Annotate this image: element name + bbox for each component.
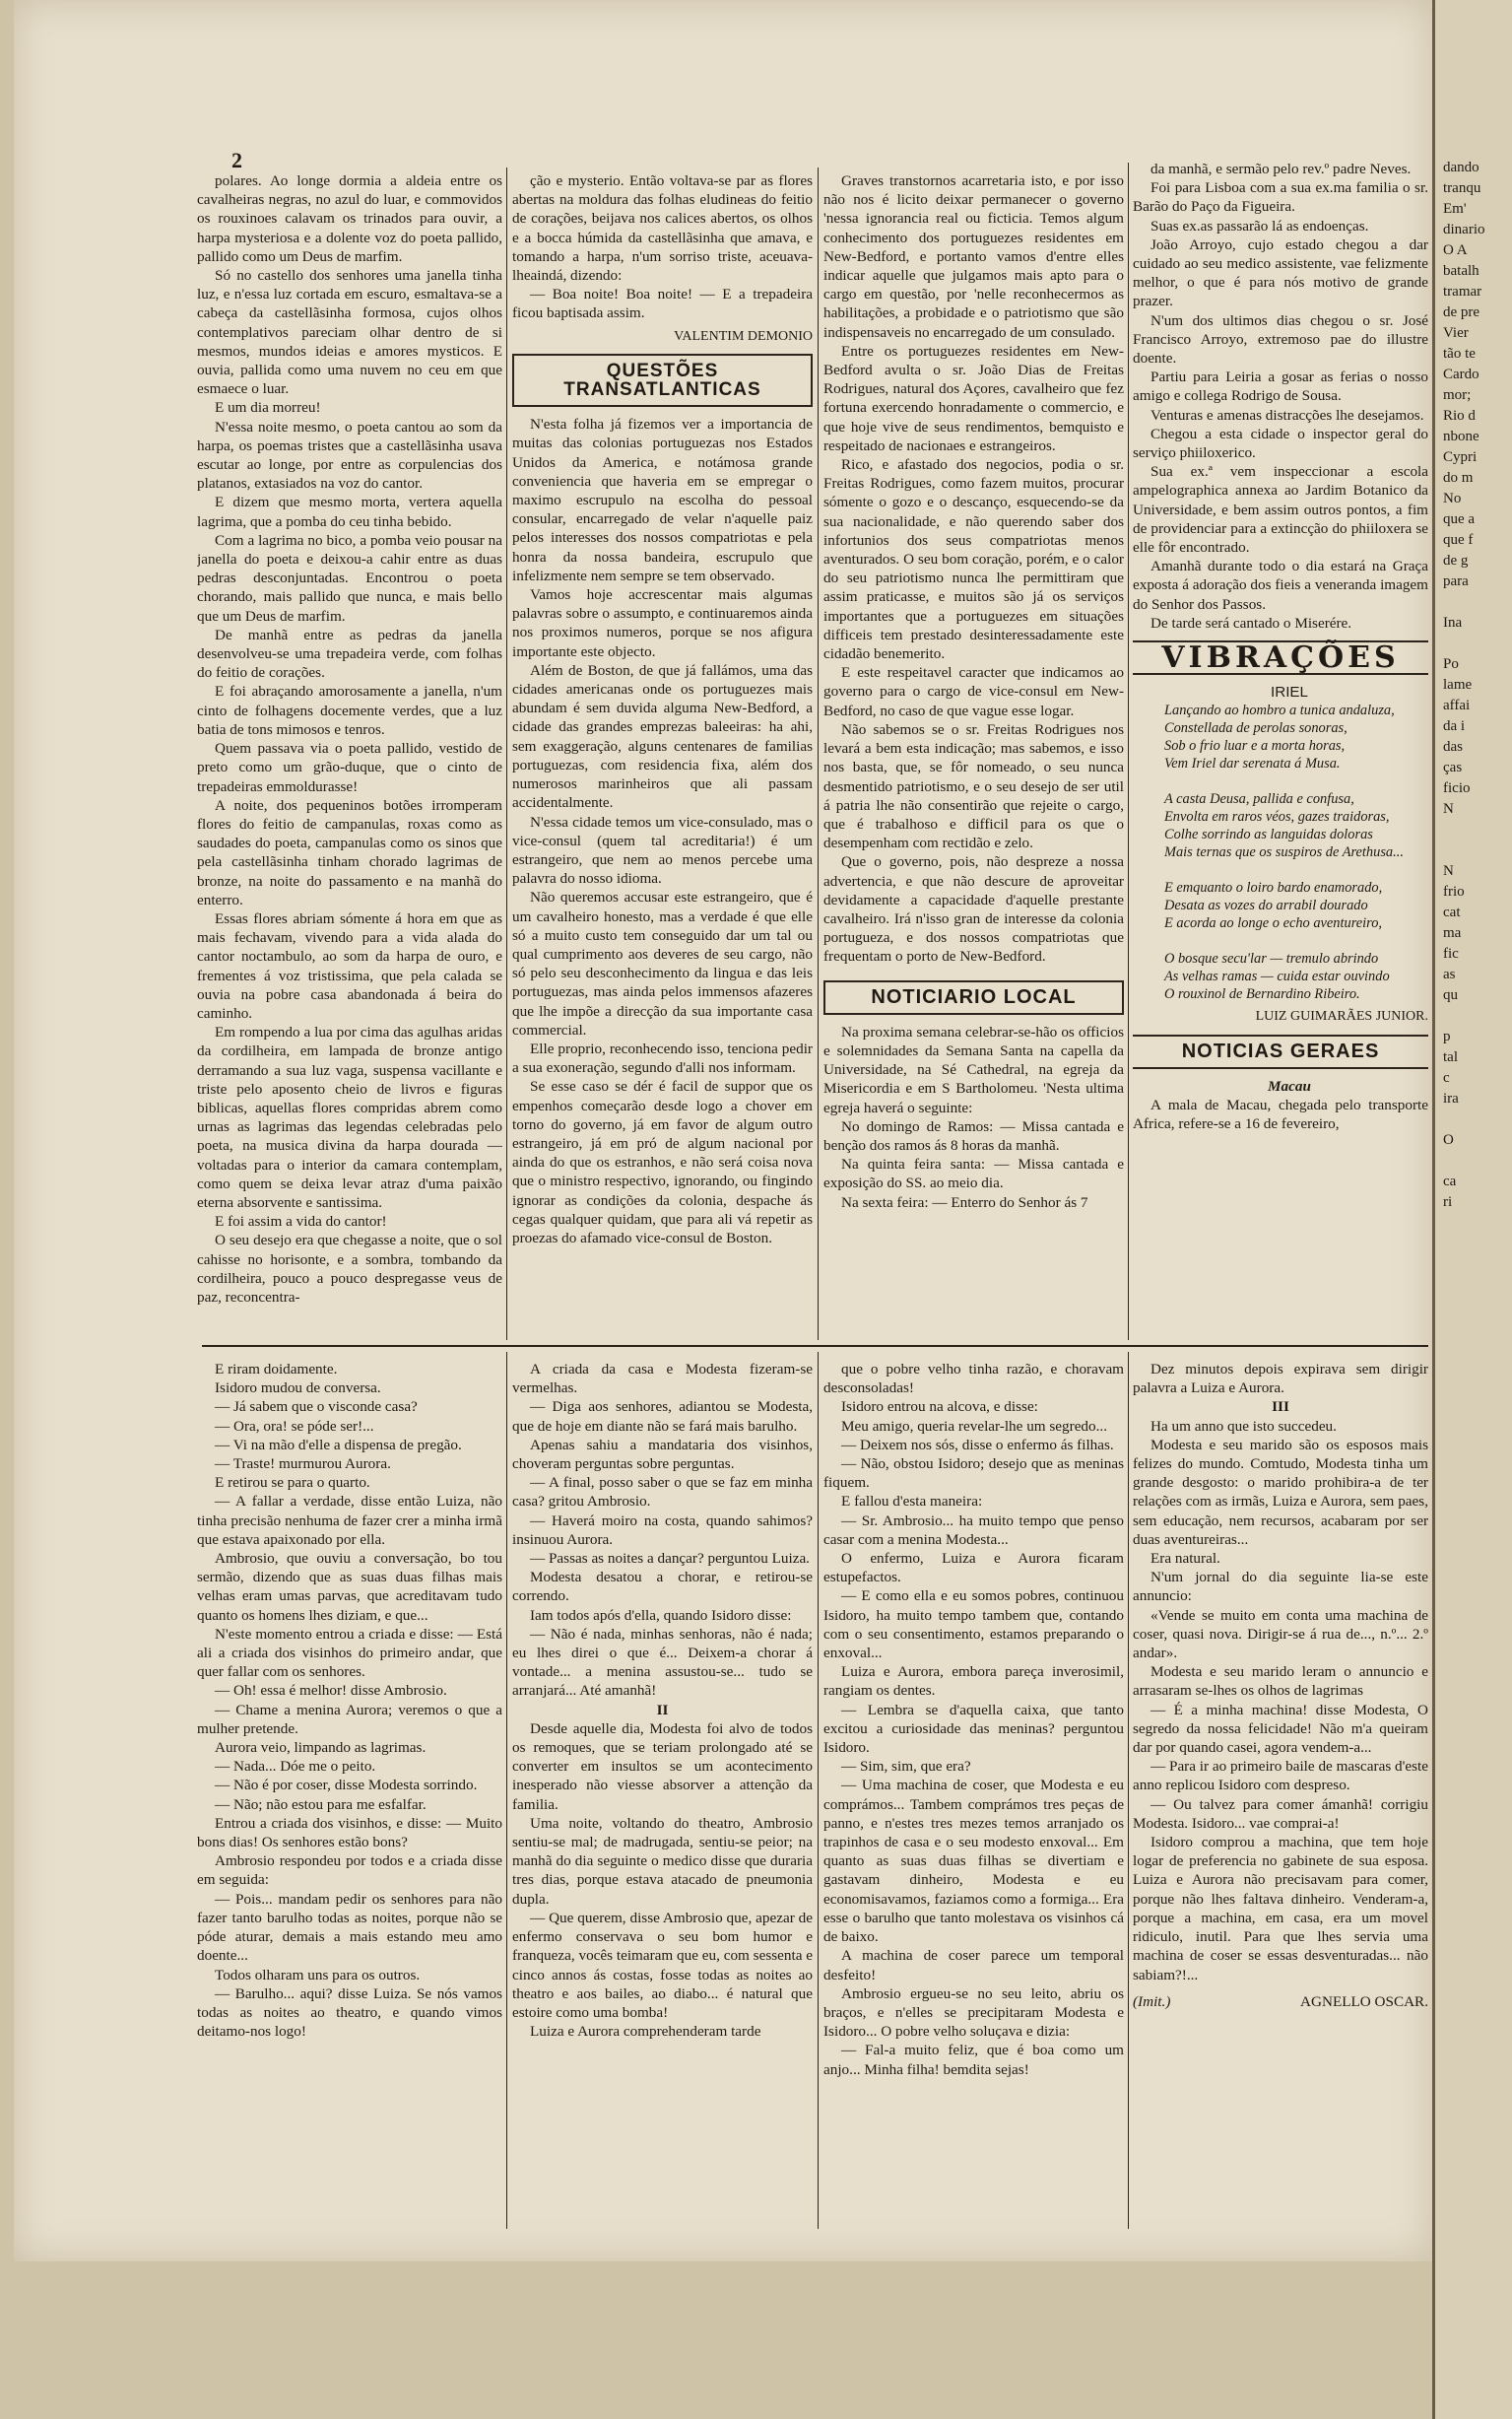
strip-text-fragment: Cardo bbox=[1443, 367, 1479, 382]
folhetim-paragraph: II bbox=[656, 1701, 669, 1718]
folhetim-paragraph: — Vi na mão d'elle a dispensa de pregão. bbox=[215, 1436, 462, 1453]
strip-text-fragment: Po bbox=[1443, 656, 1459, 672]
strip-text-fragment: qu bbox=[1443, 987, 1458, 1003]
folhetim-paragraph: — Não, obstou Isidoro; desejo que as meninas fiquem. bbox=[823, 1455, 1124, 1492]
poem-line bbox=[1133, 932, 1428, 950]
folhetim-paragraph: O enfermo, Luiza e Aurora ficaram estupefactos. bbox=[823, 1550, 1124, 1586]
article-column-3 bbox=[823, 171, 1124, 1334]
strip-text-fragment: da i bbox=[1443, 718, 1466, 734]
news-item: João Arroyo, cujo estado chegou a dar cuidado ao seu medico assistente, vae felizmente melhor, o que é para nós motivo de grande prazer. bbox=[1133, 235, 1428, 310]
folhetim-paragraph: A criada da casa e Modesta fizeram-se vermelhas. bbox=[512, 1361, 813, 1397]
folhetim-paragraph: Meu amigo, queria revelar-lhe um segredo... bbox=[841, 1417, 1108, 1435]
strip-text-fragment: ca bbox=[1443, 1174, 1457, 1189]
folhetim-paragraph: — Traste! murmurou Aurora. bbox=[215, 1455, 391, 1473]
poem-line: Desata as vozes do arrabil dourado bbox=[1164, 898, 1368, 914]
folhetim-column-4 bbox=[1133, 1360, 1428, 2227]
folhetim-paragraph: Luiza e Aurora, embora pareça inverosimil, rangiam os dentes. bbox=[823, 1663, 1124, 1700]
strip-text-fragment bbox=[1435, 820, 1512, 840]
strip-text-fragment: que a bbox=[1443, 511, 1476, 527]
strip-text-fragment: tal bbox=[1443, 1049, 1458, 1065]
folhetim-paragraph: Modesta e seu marido leram o annuncio e arrasaram se-lhes os olhos de lagrimas bbox=[1133, 1663, 1428, 1700]
paragraph: Além de Boston, de que já fallámos, uma das cidades americanas onde os portuguezes mais abundam é sem duvida alguma New-Bedford, a cidade das grandes emprezas baleeiras: ha ahi, sem exaggeração, alguns centenares de familias portuguezas, com residencia fixa, além dos numerosos marinheiros que ali passam accidentalmente. bbox=[512, 661, 813, 812]
paragraph: Na quinta feira santa: — Missa cantada e exposição do SS. ao meio dia. bbox=[823, 1156, 1124, 1192]
folhetim-column-3 bbox=[823, 1360, 1124, 2227]
folhetim-paragraph: — Sim, sim, que era? bbox=[841, 1758, 971, 1776]
strip-text-fragment: N bbox=[1443, 801, 1454, 817]
strip-text-fragment: Em' bbox=[1443, 201, 1467, 217]
paragraph: Na sexta feira: — Enterro do Senhor ás 7 bbox=[841, 1193, 1088, 1211]
strip-text-fragment: ira bbox=[1443, 1091, 1459, 1107]
folhetim-paragraph: — Lembra se d'aquella caixa, que tanto excitou a curiosidade das meninas? perguntou Isidoro. bbox=[823, 1701, 1124, 1757]
folhetim-paragraph: — Oh! essa é melhor! disse Ambrosio. bbox=[215, 1682, 447, 1700]
folhetim-paragraph: — Chame a menina Aurora; veremos o que a mulher pretende. bbox=[197, 1701, 502, 1737]
folhetim-paragraph: — É a minha machina! disse Modesta, O segredo da nossa felicidade! Não m'a queiram dar por quando casei, agora vendem-a... bbox=[1133, 1701, 1428, 1757]
column-rule bbox=[818, 168, 819, 1340]
paragraph: Que o governo, pois, não despreze a nossa advertencia, e que não descure de aproveitar devidamente a capacidade d'aquelle prestante cavalheiro. Irá n'isso gran de interesse da colonia portugueza, e dos nossos compatriotas que frequentam o porto de New-Bedford. bbox=[823, 853, 1124, 966]
news-subheading: Macau bbox=[1268, 1077, 1311, 1095]
folhetim-paragraph: — Já sabem que o visconde casa? bbox=[215, 1398, 418, 1416]
folhetim-paragraph: Iam todos após d'ella, quando Isidoro disse: bbox=[530, 1606, 792, 1624]
folhetim-paragraph: Aurora veio, limpando as lagrimas. bbox=[215, 1739, 427, 1757]
folhetim-paragraph: — Nada... Dóe me o peito. bbox=[215, 1758, 376, 1776]
paragraph: E foi assim a vida do cantor! bbox=[215, 1213, 387, 1231]
folhetim-paragraph: — Ou talvez para comer ámanhã! corrigiu Modesta. Isidoro... vae comprai-a! bbox=[1133, 1795, 1428, 1832]
strip-text-fragment: tramar bbox=[1443, 284, 1482, 300]
folhetim-paragraph: — Deixem nos sós, disse o enfermo ás filhas. bbox=[841, 1436, 1114, 1453]
strip-text-fragment: cat bbox=[1443, 905, 1461, 920]
paragraph: E um dia morreu! bbox=[215, 399, 321, 417]
poem-line: Lançando ao hombro a tunica andaluza, bbox=[1164, 703, 1395, 719]
strip-text-fragment bbox=[1435, 1151, 1512, 1172]
article-column-2 bbox=[512, 171, 813, 1334]
folhetim-paragraph: — Barulho... aqui? disse Luiza. Se nós vamos todas as noites ao theatro, e quando vimos deitamo-nos logo! bbox=[197, 1984, 502, 2041]
poem-line: Constellada de perolas sonoras, bbox=[1164, 720, 1348, 737]
folhetim-paragraph: Era natural. bbox=[1150, 1550, 1220, 1568]
folhetim-paragraph: — A final, posso saber o que se faz em minha casa? gritou Ambrosio. bbox=[512, 1474, 813, 1511]
paragraph: O seu desejo era que chegasse a noite, que o sol cahisse no horisonte, e a sombra, tombando da cordilheira, pouco a pouco despregasse veus de paz, reconcentra- bbox=[197, 1232, 502, 1306]
folhetim-paragraph: — Ora, ora! se póde ser!... bbox=[215, 1417, 374, 1435]
folhetim-paragraph: — Que querem, disse Ambrosio que, apezar de enfermo conservava o seu bom humor e franqueza, vocês teimaram que eu, com sessenta e cinco annos ás costas, fosse todas as noites ao theatro e aos bailes, ao diabo... é natural que estoire como uma bomba! bbox=[512, 1909, 813, 2021]
article-signature: VALENTIM DEMONIO bbox=[674, 328, 813, 344]
folhetim-paragraph: Dez minutos depois expirava sem dirigir palavra a Luiza e Aurora. bbox=[1133, 1361, 1428, 1397]
paragraph: E foi abraçando amorosamente a janella, n'um cinto de folhagens docemente verdes, que a luz batia de tons mimosos e tenros. bbox=[197, 683, 502, 738]
paragraph: Rico, e afastado dos negocios, podia o sr. Freitas Rodrigues, como fazem muitos, procurar sómente o gozo e o descanço, esquecendo-se da sua nacionalidade, e não querendo saber dos infortunios dos seus compatriotas menos aventurados. O seu bom coração, porém, e o calor do seu patriotismo nunca lhe permittiram que assim praticasse, e muitos são já os serviços importantes que a portuguezes em situações difficeis tem prestado desinteressadamente este cidadão benemerito. bbox=[823, 456, 1124, 663]
paragraph: Entre os portuguezes residentes em New-Bedford avulta o sr. João Dias de Freitas Rodrigues, natural dos Açores, cavalheiro que fez fortuna exercendo honradamente o commercio, e que hoje vive de seus rendimentos, bemquisto e respeitado de nacionaes e estrangeiros. bbox=[823, 342, 1124, 454]
column-rule bbox=[506, 1352, 507, 2229]
folhetim-paragraph: Ambrosio, que ouviu a conversação, bo tou sermão, dizendo que as suas duas filhas mais velhas eram umas parvas, que acreditavam tudo quanto os homens lhes diziam, e que... bbox=[197, 1550, 502, 1624]
paragraph: Só no castello dos senhores uma janella tinha luz, e n'essa luz cortada em escuro, esmaltava-se a cabeça da castellãsinha formosa, cujos olhos contemplativos pareciam olhar dentro de si mesmos, mundos ideias e amores mysticos. E ouvia, pallida como uma nuvem no ceu em que esmaece o luar. bbox=[197, 267, 502, 398]
paragraph: De manhã entre as pedras da janella desenvolveu-se uma trepadeira verde, com folhas do feitio de corações. bbox=[197, 626, 502, 682]
folhetim-paragraph: Isidoro comprou a machina, que tem hoje logar de preferencia no gabinete de sua esposa. Luiza e Aurora não precisavam para comer, porque não lhes faltava dinheiro. Venderam-a, porque a machina, em casa, era um movel ridiculo, inutil. Para que lhes servia uma machina de coser se essas desventuradas... não sabiam?!... bbox=[1133, 1834, 1428, 1983]
strip-text-fragment: que f bbox=[1443, 532, 1474, 548]
folhetim-paragraph: — Haverá moiro na costa, quando sahimos? insinuou Aurora. bbox=[512, 1512, 813, 1548]
strip-text-fragment: c bbox=[1443, 1070, 1450, 1086]
section-heading-vibracoes: VIBRAÇÕES bbox=[1133, 640, 1428, 675]
strip-text-fragment: nbone bbox=[1443, 429, 1479, 444]
folhetim-imit: (Imit.) bbox=[1133, 1992, 1171, 2010]
paragraph: Se esse caso se dér é facil de suppor que os empenhos começarão desde logo a chover em torno do governo, já em favor de algum outro estrangeiro, já em pró de algum nacional por ainda do que os estranhos, e não será coisa nova que o ministro respectivo, ignorando, ou fingindo ignorar as condições da colonia, despache ás cegas qualquer quidam, que para ali vá repetir as proezas do afamado vice-consul de Boston. bbox=[512, 1078, 813, 1246]
folhetim-paragraph: «Vende se muito em conta uma machina de coser, quasi nova. Dirigir-se á rua de..., n.º... 2.º andar». bbox=[1133, 1606, 1428, 1662]
strip-text-fragment: Cypri bbox=[1443, 449, 1478, 465]
poem-signature: LUIZ GUIMARÃES JUNIOR. bbox=[1255, 1009, 1428, 1025]
strip-text-fragment: mor; bbox=[1443, 387, 1472, 403]
news-item: Venturas e amenas distracções lhe desejamos. bbox=[1150, 406, 1424, 424]
strip-text-fragment: dinario bbox=[1443, 222, 1485, 237]
news-item: da manhã, e sermão pelo rev.º padre Neves. bbox=[1150, 161, 1412, 177]
strip-text-fragment: ficio bbox=[1443, 780, 1471, 796]
folhetim-paragraph: Desde aquelle dia, Modesta foi alvo de todos os remoques, que se teriam prolongado até se converter em insultos se um acontecimento inesperado não viesse absorver a attenção da familia. bbox=[512, 1719, 813, 1813]
paragraph: Quem passava via o poeta pallido, vestido de preto como um grão-duque, que o cinto de trepadeiras emmoldurasse! bbox=[197, 740, 502, 795]
folhetim-paragraph: — Sr. Ambrosio... ha muito tempo que penso casar com a menina Modesta... bbox=[823, 1512, 1124, 1548]
strip-text-fragment bbox=[1435, 1109, 1512, 1130]
strip-text-fragment: Ina bbox=[1443, 615, 1463, 631]
news-item: De tarde será cantado o Miserére. bbox=[1150, 614, 1352, 632]
paragraph: polares. Ao longe dormia a aldeia entre os cavalheiras negras, no azul do luar, e commovidos os rouxinoes calavam os trinados para ouvir, a harpa mysteriosa e a dolente voz do poeta pallido, pallido como um Deus de marfim. bbox=[197, 172, 502, 265]
paragraph: No domingo de Ramos: — Missa cantada e benção dos ramos ás 8 horas da manhã. bbox=[823, 1117, 1124, 1154]
paragraph: E dizem que mesmo morta, vertera aquella lagrima, que a pomba do ceu tinha bebido. bbox=[197, 494, 502, 530]
strip-text-fragment: affai bbox=[1443, 698, 1471, 713]
strip-text-fragment bbox=[1435, 592, 1512, 613]
folhetim-paragraph: — Uma machina de coser, que Modesta e eu comprámos... Tambem comprámos tres peças de panno, e n'estes tres mezes temos arranjado os trapinhos de casa e o seu modesto enxoval... Em quanto as suas duas filhas se divertiam e gastavam dinheiro, Modesta e eu economisavamos, faziamos como a formiga... Era esse o barulho que tanto molestava os visinhos cá de baixo. bbox=[823, 1777, 1124, 1946]
strip-text-fragment bbox=[1435, 840, 1512, 861]
folhetim-paragraph: N'um jornal do dia seguinte lia-se este annuncio: bbox=[1133, 1569, 1428, 1605]
folhetim-paragraph: — Não é nada, minhas senhoras, não é nada; eu lhes direi o que é... Deixem-a chorar á vontade... a menina assustou-se... tudo se arranjará... Até amanhã! bbox=[512, 1625, 813, 1700]
column-rule bbox=[506, 168, 507, 1340]
paragraph: N'essa cidade temos um vice-consulado, mas o vice-consul (quem tal acreditaria!) é um estrangeiro, que nem ao menos percebe uma palavra do nosso idioma. bbox=[512, 813, 813, 888]
news-text: A mala de Macau, chegada pelo transporte Africa, refere-se a 16 de fevereiro, bbox=[1133, 1097, 1428, 1133]
poem-line: Envolta em raros véos, gazes traidoras, bbox=[1164, 809, 1390, 826]
folhetim-paragraph: Todos olharam uns para os outros. bbox=[215, 1966, 421, 1983]
paragraph: Na proxima semana celebrar-se-hão os officios e solemnidades da Semana Santa na capella da Universidade, na Sé Cathedral, na egreja da Misericordia e em S Bartholomeu. 'Nesta ultima egreja haverá o seguinte: bbox=[823, 1023, 1124, 1116]
folhetim-paragraph: — Não é por coser, disse Modesta sorrindo. bbox=[215, 1777, 478, 1794]
folhetim-paragraph: — Pois... mandam pedir os senhores para não fazer tanto barulho todas as noites, porque não se póde aturar, demais a mais estando meu amo doente... bbox=[197, 1890, 502, 1965]
section-heading-noticiario: NOTICIARIO LOCAL bbox=[823, 980, 1124, 1015]
section-heading-questoes: QUESTÕES TRANSATLANTICAS bbox=[512, 354, 813, 407]
folhetim-paragraph: III bbox=[1272, 1398, 1289, 1416]
paragraph: Graves transtornos acarretaria isto, e por isso não nos é licito deixar permanecer o governo 'nessa ignorancia real ou ficticia. Temos algum conhecimento dos portuguezes residentes em New-Bedford, e portanto vamos d'entre elles indicar aquelle que julgamos mais apto para o cargo em questão, por 'nelle reconhecermos as habilitações, a probidade e o patriotismo que são indispensaveis no encarregado de um consulado. bbox=[823, 172, 1124, 341]
poem-line: As velhas ramas — cuida estar ouvindo bbox=[1164, 969, 1390, 985]
paragraph: Com a lagrima no bico, a pomba veio pousar na janella do poeta e deixou-a cahir entre as duas pedras desconjuntadas. Encontrou o poeta chorando, mais pallido que nunca, e mais bello que um Deus de marfim. bbox=[197, 531, 502, 625]
folhetim-paragraph: Uma noite, voltando do theatro, Ambrosio sentiu-se mal; de madrugada, sentiu-se peior; na manhã do dia seguinte o medico disse que duraria tres dias, porque estava atacado de pneumonia dupla. bbox=[512, 1814, 813, 1908]
poem-line: Colhe sorrindo as languidas doloras bbox=[1164, 827, 1373, 843]
folhetim-paragraph: A machina de coser parece um temporal desfeito! bbox=[823, 1947, 1124, 1983]
strip-text-fragment: das bbox=[1443, 739, 1463, 755]
poem-line: O rouxinol de Bernardino Ribeiro. bbox=[1164, 986, 1360, 1003]
strip-text-fragment: p bbox=[1443, 1029, 1451, 1044]
strip-text-fragment: ma bbox=[1443, 925, 1462, 941]
folhetim-paragraph: Modesta desatou a chorar, e retirou-se correndo. bbox=[512, 1569, 813, 1605]
strip-text-fragment: O bbox=[1443, 1132, 1454, 1148]
folhetim-paragraph: E fallou d'esta maneira: bbox=[841, 1493, 983, 1511]
folhetim-paragraph: — Diga aos senhores, adiantou se Modesta, que de hoje em diante não se fará mais barulho. bbox=[512, 1398, 813, 1435]
strip-text-fragment: para bbox=[1443, 573, 1469, 589]
strip-text-fragment: batalh bbox=[1443, 263, 1479, 279]
paragraph: Vamos hoje accrescentar mais algumas palavras sobre o assumpto, e continuaremos ainda nos proximos numeros, porque se nos afigura importante este objecto. bbox=[512, 586, 813, 660]
strip-text-fragment: de pre bbox=[1443, 304, 1480, 320]
adjacent-page-strip bbox=[1432, 0, 1512, 2419]
folhetim-paragraph: — Para ir ao primeiro baile de mascaras d'este anno replicou Isidoro com despreso. bbox=[1133, 1758, 1428, 1794]
paragraph: N'esta folha já fizemos ver a importancia de muitas das colonias portuguezas nos Estados Unidos da America, e notámosa grande conveniencia que haveria em se empregar o maximo escrupulo na escolha do pessoal consular, encarregado de velar n'aquelle paiz pelos interesses dos nossos compatriotas e pela honra da nossa bandeira, escrupulo que infelizmente nem sempre se tem observado. bbox=[512, 416, 813, 584]
folhetim-signature: AGNELLO OSCAR. bbox=[1300, 1992, 1428, 2010]
strip-text-fragment: No bbox=[1443, 491, 1462, 506]
folhetim-paragraph: E retirou se para o quarto. bbox=[215, 1474, 370, 1492]
folhetim-paragraph: N'este momento entrou a criada e disse: — Está ali a criada dos visinhos do primeiro andar, que quer fallar com os senhores. bbox=[197, 1625, 502, 1681]
poem-line: Mais ternas que os suspiros de Arethusa... bbox=[1164, 844, 1404, 861]
strip-text-fragment: do m bbox=[1443, 470, 1474, 486]
news-item: Amanhã durante todo o dia estará na Graça exposta á adoração dos fieis a veneranda imagem do Senhor dos Passos. bbox=[1133, 558, 1428, 613]
paragraph: Em rompendo a lua por cima das agulhas aridas da cordilheira, em lampada de bronze antigo derramando a sua luz vaga, suspensa vacillante e triste pelo aposento cheio de livros e figuras biblicas, aquellas flores compridas abrem como urnas as lagrimas das legendas celebradas pelo poeta, na musica divina da harpa dourada — voltadas para o interior da camara contemplam, como quem se deixa levar atraz d'uma paixão eterna absorvente e santissima. bbox=[197, 1024, 502, 1211]
paragraph: ção e mysterio. Então voltava-se par as flores abertas na moldura das folhas eludineas do feitio de corações, beijava nos calices abertos, os olhos e a bocca húmida da castellãsinha que amava, e tomando a harpa, n'um sorriso triste, aceuava-lheaindá, dizendo: bbox=[512, 172, 813, 285]
folhetim-paragraph: Entrou a criada dos visinhos, e disse: — Muito bons dias! Os senhores estão bons? bbox=[197, 1814, 502, 1851]
folhetim-paragraph: Apenas sahiu a mandataria dos visinhos, choveram perguntas sobre perguntas. bbox=[512, 1436, 813, 1473]
paragraph: E este respeitavel caracter que indicamos ao governo para o cargo de vice-consul em New-Bedford, no caso de que vague esse logar. bbox=[823, 664, 1124, 719]
folhetim-paragraph: — E como ella e eu somos pobres, continuou Isidoro, ha muito tempo tambem que, contando com o seu consentimento, estamos preparando o enxoval... bbox=[823, 1587, 1124, 1662]
strip-text-fragment: tão te bbox=[1443, 346, 1476, 362]
news-item: Suas ex.as passarão lá as endoenças. bbox=[1150, 217, 1369, 235]
strip-text-fragment: lame bbox=[1443, 677, 1473, 693]
strip-text-fragment: Vier bbox=[1443, 325, 1469, 341]
strip-text-fragment: Rio d bbox=[1443, 408, 1476, 424]
poem-line: Vem Iriel dar serenata á Musa. bbox=[1164, 756, 1341, 773]
folhetim-paragraph: — Não; não estou para me esfalfar. bbox=[215, 1795, 427, 1813]
strip-text-fragment: O A bbox=[1443, 242, 1468, 258]
folhetim-paragraph: — A fallar a verdade, disse então Luiza, não tinha precisão nenhuma de fazer crer a minha irmã que estava apaixonado por ella. bbox=[197, 1493, 502, 1548]
poem-line: E acorda ao longe o echo aventureiro, bbox=[1164, 915, 1383, 932]
strip-text-fragment: ri bbox=[1443, 1194, 1453, 1210]
poem-title: IRIEL bbox=[1271, 684, 1308, 702]
article-column-4 bbox=[1133, 160, 1428, 1337]
article-column-1 bbox=[197, 171, 502, 1334]
paragraph: — Boa noite! Boa noite! — E a trepadeira ficou baptisada assim. bbox=[512, 286, 813, 322]
folhetim-divider bbox=[202, 1345, 1428, 1347]
folhetim-paragraph: E riram doidamente. bbox=[215, 1361, 338, 1377]
folhetim-paragraph: Luiza e Aurora comprehenderam tarde bbox=[530, 2023, 761, 2041]
strip-text-fragment: fic bbox=[1443, 946, 1459, 962]
folhetim-paragraph: Ambrosio ergueu-se no seu leito, abriu os braços, e n'elles se precipitaram Modesta e Isidoro... O pobre velho soluçava e dizia: bbox=[823, 1984, 1124, 2041]
folhetim-paragraph: Isidoro entrou na alcova, e disse: bbox=[841, 1398, 1038, 1416]
folhetim-paragraph: que o pobre velho tinha razão, e choravam desconsoladas! bbox=[823, 1361, 1124, 1397]
poem-line bbox=[1133, 861, 1428, 879]
folhetim-paragraph: — Passas as noites a dançar? perguntou Luiza. bbox=[530, 1550, 810, 1568]
news-item: Chegou a esta cidade o inspector geral do serviço phiiloxerico. bbox=[1133, 425, 1428, 462]
paragraph: Não queremos accusar este estrangeiro, que é um cavalheiro honesto, mas a verdade é que elle só a muito custo tem conseguido dar um tal ou qual cumprimento aos deveres de seu cargo, não só pelo seu desconhecimento da lingua e das leis portuguezas, mas ainda pelos immensos afazeres que lhe impõe a direcção da sua importante casa commercial. bbox=[512, 889, 813, 1039]
folhetim-paragraph: Isidoro mudou de conversa. bbox=[215, 1379, 381, 1397]
strip-text-fragment bbox=[1435, 1006, 1512, 1027]
strip-text-fragment: N bbox=[1443, 863, 1454, 879]
column-rule bbox=[1128, 163, 1129, 1340]
column-rule bbox=[818, 1352, 819, 2229]
column-rule bbox=[1128, 1352, 1129, 2229]
strip-text-fragment: de g bbox=[1443, 553, 1469, 569]
poem-line: O bosque secu'lar — tremulo abrindo bbox=[1164, 951, 1379, 968]
page-number: 2 bbox=[231, 148, 242, 172]
folhetim-column-2 bbox=[512, 1360, 813, 2227]
strip-text-fragment: tranqu bbox=[1443, 180, 1481, 196]
poem-line: A casta Deusa, pallida e confusa, bbox=[1164, 791, 1354, 808]
folhetim-paragraph: Ambrosio respondeu por todos e a criada disse em seguida: bbox=[197, 1852, 502, 1889]
section-heading-noticias-geraes: NOTICIAS GERAES bbox=[1133, 1035, 1428, 1069]
folhetim-paragraph: Modesta e seu marido são os esposos mais felizes do mundo. Comtudo, Modesta tinha um grande desgosto: o marido prohibira-a de ter relações com as irmãs, Luiza e Aurora, sem paes, sem educação, nem recursos, acabaram por ser duas aventureiras... bbox=[1133, 1436, 1428, 1548]
strip-text-fragment: frio bbox=[1443, 884, 1465, 900]
paragraph: A noite, dos pequeninos botões irromperam flores do feitio de campanulas, roxas como as saudades do poeta, campanulas como os sinos que pela castellãsinha tinham chorado lagrimas de bronze, na noite do passamento e na manhã do enterro. bbox=[197, 796, 502, 908]
paragraph: N'essa noite mesmo, o poeta cantou ao som da harpa, os poemas tristes que a castellãsinha usava escutar ao longe, por entre as corpulencias dos platanos, extasiados na voz do cantor. bbox=[197, 418, 502, 493]
poem-line: Sob o frio luar e a morta horas, bbox=[1164, 738, 1346, 755]
strip-text-fragment: as bbox=[1443, 967, 1456, 982]
paragraph: Elle proprio, reconhecendo isso, tenciona pedir a sua exoneração, segundo d'alli nos informam. bbox=[512, 1040, 813, 1077]
folhetim-paragraph: Ha um anno que isto succedeu. bbox=[1150, 1417, 1337, 1435]
folhetim-column-1 bbox=[197, 1360, 502, 2227]
poem-line: E emquanto o loiro bardo enamorado, bbox=[1164, 880, 1383, 897]
strip-text-fragment: dando bbox=[1443, 160, 1479, 175]
folhetim-paragraph: — Fal-a muito feliz, que é boa como um anjo... Minha filha! bemdita sejas! bbox=[823, 2042, 1124, 2078]
paragraph: Não sabemos se o sr. Freitas Rodrigues nos levará a bem esta indicação; mas sabemos, e isso nos basta, que, se fôr nomeado, o seu nunca desmentido patriotismo, e o seu desejo de ser util á patria lhe não consentirão que rejeite o cargo, que é trabalhoso e difficil para os que o desempenham com rectidão e zelo. bbox=[823, 720, 1124, 852]
news-item: Sua ex.ª vem inspeccionar a escola ampelographica annexa ao Jardim Botanico da Universidade, e bem assim outros pontos, a fim de providenciar para a extincção do phiiloxera se elle fôr encontrado. bbox=[1133, 463, 1428, 557]
strip-text-fragment bbox=[1435, 634, 1512, 654]
paragraph: Essas flores abriam sómente á hora em que as mais fechavam, vivendo para a vida alada do cantor noctambulo, ao som da harpa de ouro, e frementes á voz tristissima, que pela calada se ouvia na pobre casa abandonada á beira do caminho. bbox=[197, 909, 502, 1022]
news-item: Partiu para Leiria a gosar as ferias o nosso amigo e collega Rodrigo de Sousa. bbox=[1133, 369, 1428, 405]
news-item: N'um dos ultimos dias chegou o sr. José Francisco Arroyo, extremoso pae do illustre doente. bbox=[1133, 311, 1428, 368]
strip-text-fragment: ças bbox=[1443, 760, 1463, 775]
poem-line bbox=[1133, 773, 1428, 790]
news-item: Foi para Lisboa com a sua ex.ma familia o sr. Barão do Paço da Figueira. bbox=[1133, 179, 1428, 216]
